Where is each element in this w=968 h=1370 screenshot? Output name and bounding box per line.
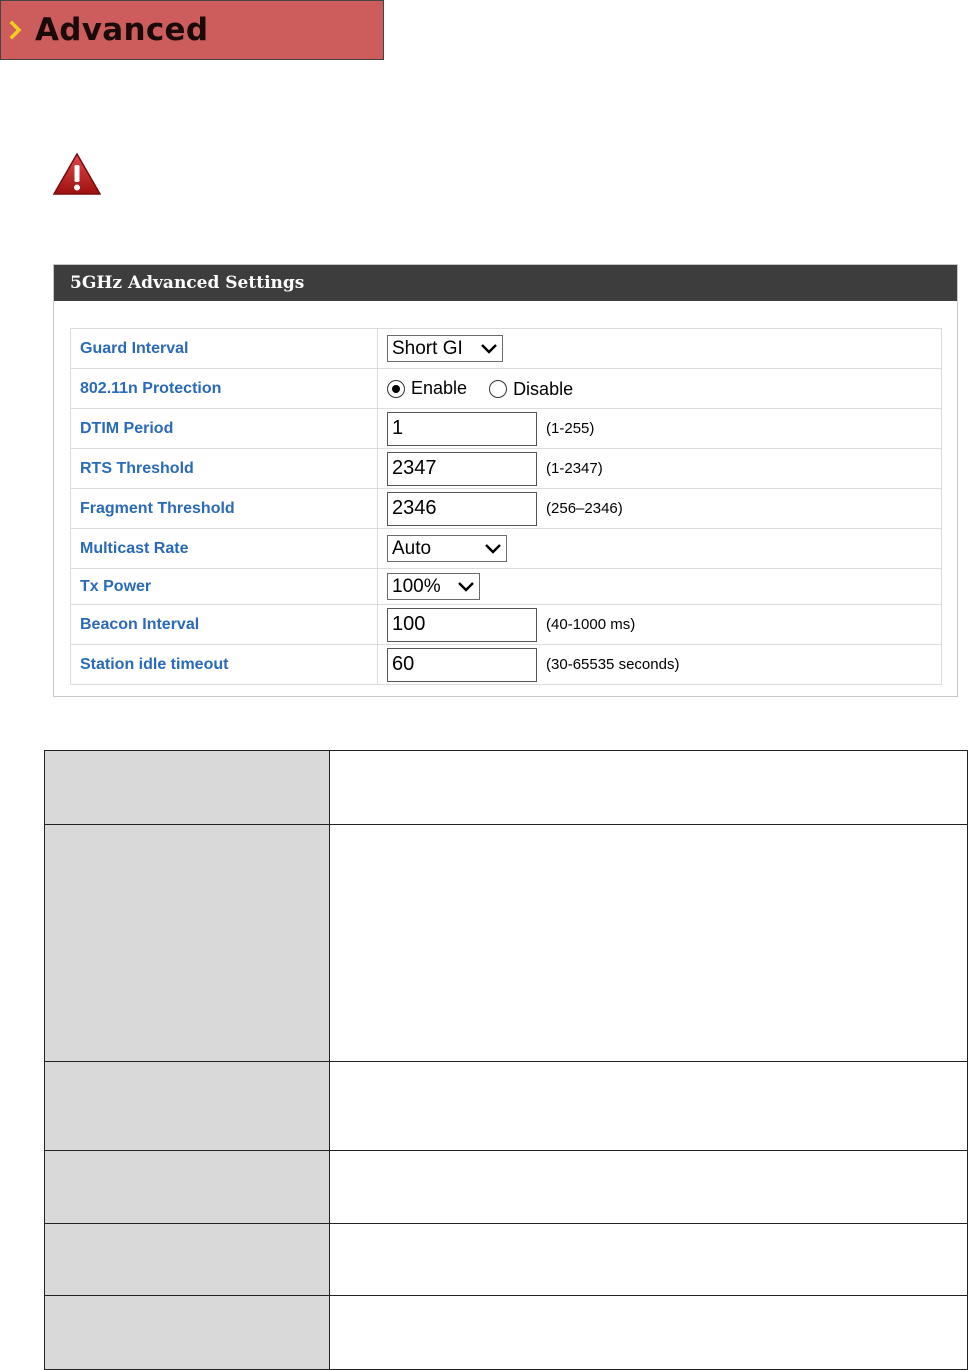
guard-interval-select[interactable]: Short GI <box>387 335 503 362</box>
setting-row-fragment-threshold <box>71 489 942 529</box>
setting-label: Tx Power <box>71 569 378 605</box>
setting-label: 802.11n Protection <box>71 369 378 409</box>
setting-row-beacon-interval <box>71 605 942 645</box>
protection-disable-radio[interactable] <box>489 380 507 398</box>
setting-label: Beacon Interval <box>71 605 378 645</box>
advanced-settings-panel <box>53 264 958 697</box>
warning-icon <box>52 152 102 196</box>
description-value-cell <box>330 751 968 825</box>
table-row <box>45 825 968 1062</box>
chevron-down-icon <box>484 543 502 555</box>
tx-power-select[interactable]: 100% <box>387 573 480 600</box>
setting-row-protection <box>71 369 942 409</box>
description-value-cell <box>330 1062 968 1151</box>
table-row <box>45 1151 968 1224</box>
table-row <box>45 1224 968 1296</box>
description-key-cell <box>45 825 330 1062</box>
description-key-cell <box>45 1296 330 1370</box>
fragment-threshold-input[interactable]: 2346 <box>387 492 537 526</box>
description-key-cell <box>45 751 330 825</box>
settings-table <box>70 328 942 685</box>
setting-label: Guard Interval <box>71 329 378 369</box>
section-banner <box>0 0 384 60</box>
table-row <box>45 1062 968 1151</box>
rts-threshold-input[interactable]: 2347 <box>387 452 537 486</box>
station-idle-timeout-input[interactable]: 60 <box>387 648 537 682</box>
setting-label: DTIM Period <box>71 409 378 449</box>
range-hint: (256–2346) <box>546 500 623 517</box>
panel-title: 5GHz Advanced Settings <box>54 265 957 301</box>
setting-row-dtim-period <box>71 409 942 449</box>
section-title: Advanced <box>35 12 209 48</box>
range-hint: (1-255) <box>546 420 595 437</box>
radio-label: Enable <box>411 378 468 399</box>
chevron-down-icon <box>480 343 498 355</box>
description-table <box>44 750 968 1370</box>
description-key-cell <box>45 1224 330 1296</box>
multicast-rate-select[interactable]: Auto <box>387 535 507 562</box>
table-row <box>45 1296 968 1370</box>
setting-row-station-idle-timeout <box>71 645 942 685</box>
setting-row-multicast-rate <box>71 529 942 569</box>
range-hint: (40-1000 ms) <box>546 616 636 633</box>
range-hint: (1-2347) <box>546 460 603 477</box>
beacon-interval-input[interactable]: 100 <box>387 608 537 642</box>
setting-label: Station idle timeout <box>71 645 378 685</box>
protection-enable-radio[interactable] <box>387 380 405 398</box>
setting-row-guard-interval <box>71 329 942 369</box>
radio-label: Disable <box>513 378 574 399</box>
description-value-cell <box>330 1296 968 1370</box>
setting-label: RTS Threshold <box>71 449 378 489</box>
description-key-cell <box>45 1151 330 1224</box>
chevron-down-icon <box>457 581 475 593</box>
setting-label: Multicast Rate <box>71 529 378 569</box>
table-row <box>45 751 968 825</box>
description-value-cell <box>330 825 968 1062</box>
description-value-cell <box>330 1224 968 1296</box>
range-hint: (30-65535 seconds) <box>546 656 680 673</box>
setting-row-rts-threshold <box>71 449 942 489</box>
chevron-right-icon <box>1 0 31 60</box>
setting-label: Fragment Threshold <box>71 489 378 529</box>
dtim-period-input[interactable]: 1 <box>387 412 537 446</box>
description-value-cell <box>330 1151 968 1224</box>
setting-row-tx-power <box>71 569 942 605</box>
description-key-cell <box>45 1062 330 1151</box>
